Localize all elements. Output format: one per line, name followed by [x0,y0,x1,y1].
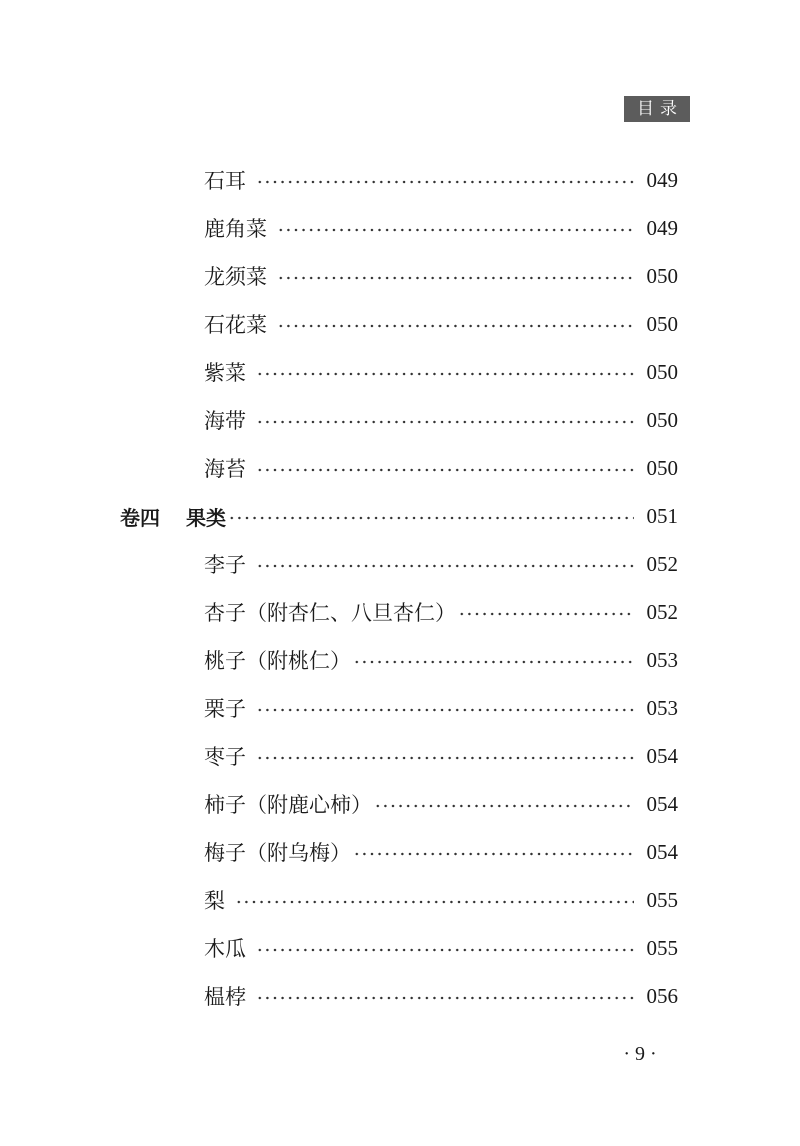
toc-entry [0,924,800,972]
toc-entry-page: 051 [646,503,678,528]
page-number: · 9 · [623,1043,657,1065]
toc-entry-page: 056 [646,983,678,1008]
toc-entry-title: 石花菜 [204,313,267,337]
toc-entry-title: 木瓜 [204,937,246,961]
dot-leader [353,652,634,672]
toc-entry-title: 海苔 [204,457,246,481]
dot-leader [256,700,634,720]
dot-leader [256,412,634,432]
dot-leader [256,364,634,384]
toc-entry-page: 050 [646,311,678,336]
toc-entry-page: 054 [646,743,678,768]
dot-leader [353,844,634,864]
toc-entry-page: 054 [646,791,678,816]
dot-leader [277,220,634,240]
toc-entry-title: 李子 [204,553,246,577]
toc-entry-title: 梨 [204,889,225,913]
toc-entry-title: 鹿角菜 [204,217,267,241]
toc-entry-title: 栗子 [204,697,246,721]
dot-leader [277,316,634,336]
toc-entry-page: 050 [646,359,678,384]
dot-leader [256,556,634,576]
toc-entry-page: 055 [646,935,678,960]
dot-leader [235,892,634,912]
dot-leader [256,460,634,480]
toc-entry-page: 050 [646,455,678,480]
dot-leader [228,508,634,528]
dot-leader [256,988,634,1008]
toc-volume-label: 卷四 [120,505,160,530]
toc-entry-title: 桃子（附桃仁） [204,649,351,673]
toc-entry-title: 柿子（附鹿心柿） [204,793,372,817]
toc-entry-page: 053 [646,695,678,720]
toc-entry [0,444,800,492]
dot-leader [458,604,634,624]
toc-entry-page: 049 [646,167,678,192]
toc-section-title [120,502,226,531]
toc-entry [0,300,800,348]
toc-section-name: 果类 [186,505,226,530]
toc-entry [0,972,800,1020]
section-header-tag: 目录 [624,96,690,122]
toc-entry [0,540,800,588]
toc-section-heading [0,492,800,540]
toc-entry [0,348,800,396]
toc-entry-title: 龙须菜 [204,265,267,289]
dot-leader [256,940,634,960]
toc-entry [0,684,800,732]
toc-entry-page: 049 [646,215,678,240]
toc-entry-title: 紫菜 [204,361,246,385]
toc-entry [0,732,800,780]
toc-entry [0,156,800,204]
toc-entry-title: 石耳 [204,169,246,193]
toc-entry-page: 050 [646,263,678,288]
toc-entry-page: 053 [646,647,678,672]
toc-entry-page: 052 [646,551,678,576]
table-of-contents [0,156,800,1020]
toc-entry [0,828,800,876]
toc-entry-title: 枣子 [204,745,246,769]
toc-entry [0,780,800,828]
toc-entry-title: 海带 [204,409,246,433]
toc-entry-title: 杏子（附杏仁、八旦杏仁） [204,601,456,625]
dot-leader [277,268,634,288]
toc-entry [0,396,800,444]
dot-leader [374,796,634,816]
toc-entry-page: 054 [646,839,678,864]
dot-leader [256,172,634,192]
toc-entry [0,636,800,684]
toc-entry [0,876,800,924]
toc-entry [0,204,800,252]
toc-entry-page: 055 [646,887,678,912]
toc-entry-title: 梅子（附乌梅） [204,841,351,865]
toc-entry-page: 052 [646,599,678,624]
dot-leader [256,748,634,768]
toc-entry-page: 050 [646,407,678,432]
toc-entry [0,588,800,636]
toc-entry [0,252,800,300]
toc-entry-title: 榅桲 [204,985,246,1009]
